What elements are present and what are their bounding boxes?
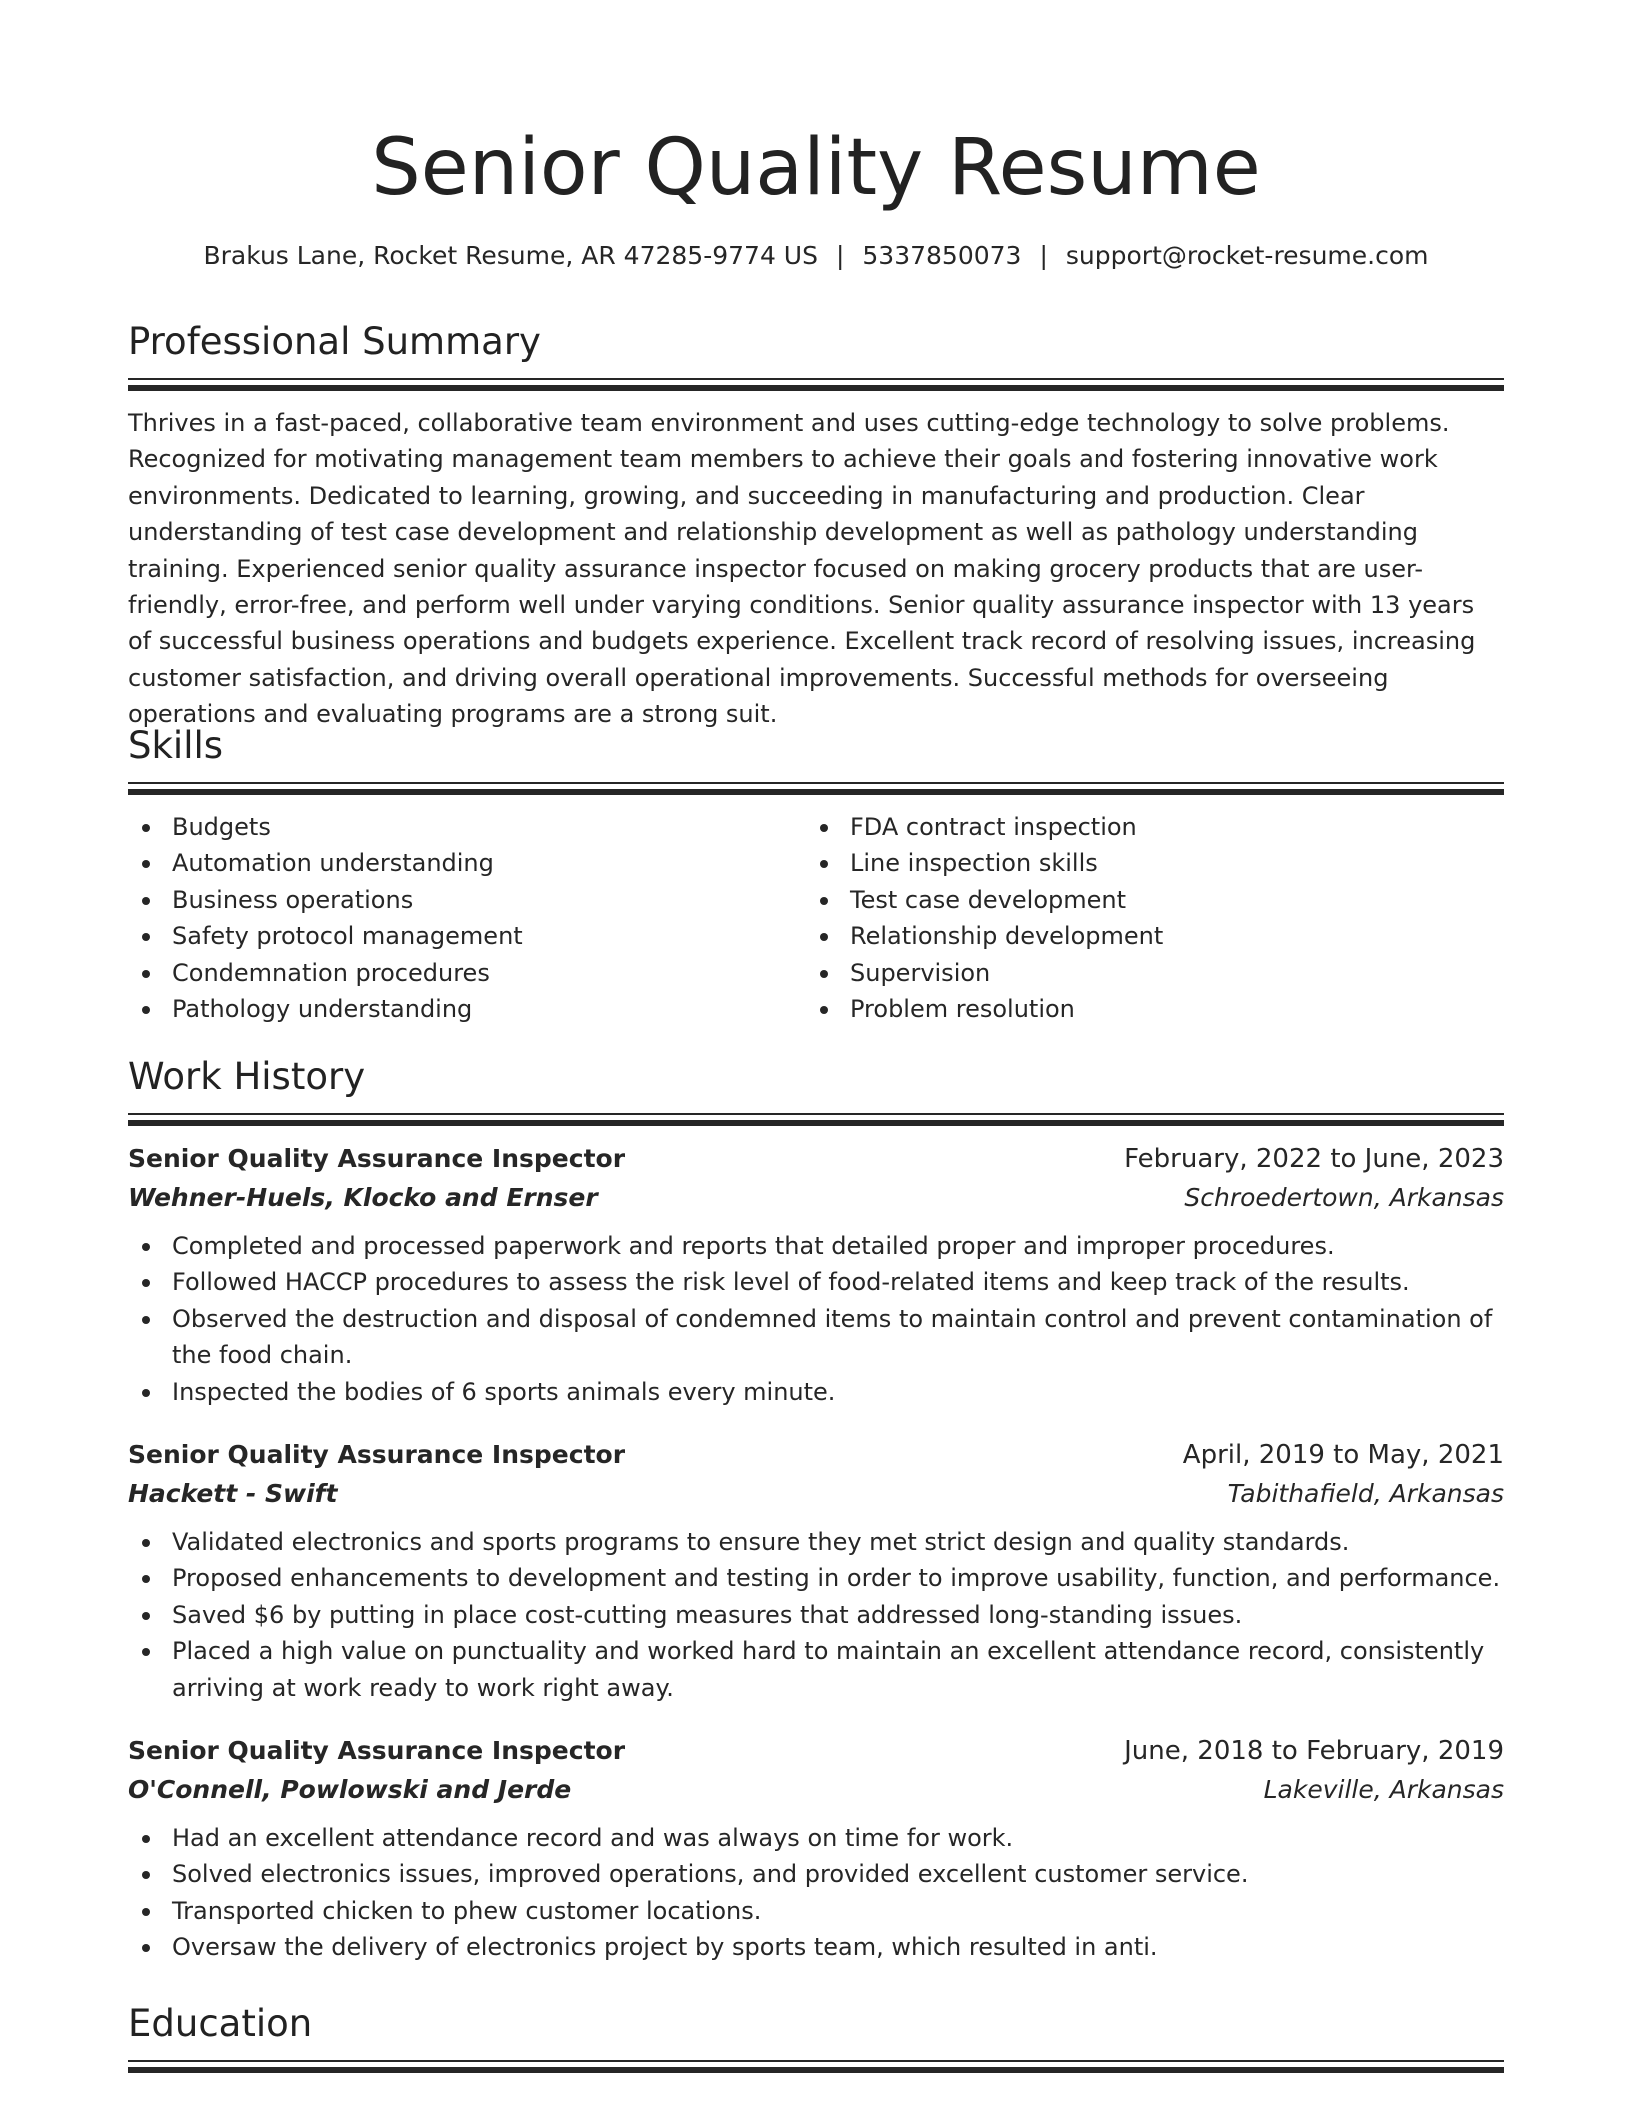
job-subheader <box>128 1770 1504 1810</box>
contact-separator: | <box>835 241 845 270</box>
job-bullet: Completed and processed paperwork and reports that detailed proper and improper procedures. <box>128 1228 1504 1264</box>
skill-item: Line inspection skills <box>806 845 1484 881</box>
section-divider <box>128 789 1504 795</box>
job-bullet: Inspected the bodies of 6 sports animals every minute. <box>128 1374 1504 1410</box>
skills-heading: Skills <box>128 724 224 767</box>
job-bullets <box>128 1524 1504 1706</box>
job-title: Senior Quality Assurance Inspector <box>128 1736 626 1766</box>
job-title: Senior Quality Assurance Inspector <box>128 1144 626 1173</box>
section-divider <box>128 385 1504 391</box>
section-divider <box>128 1113 1504 1115</box>
job-entry <box>128 1732 1504 1966</box>
job-bullet: Had an excellent attendance record and was always on time for work. <box>128 1820 1504 1856</box>
contact-email: support@rocket-resume.com <box>1065 241 1429 270</box>
skill-item: FDA contract inspection <box>806 809 1484 845</box>
section-divider <box>128 1120 1504 1126</box>
job-bullets <box>128 1820 1504 1966</box>
contact-address: Brakus Lane, Rocket Resume, AR 47285-9774 US <box>203 241 818 270</box>
skills-list-left <box>128 809 806 1027</box>
skill-item: Safety protocol management <box>128 918 806 954</box>
section-divider <box>128 378 1504 380</box>
job-dates: June, 2018 to February, 2019 <box>1124 1736 1504 1767</box>
section-divider <box>128 2067 1504 2073</box>
contact-line <box>128 238 1504 274</box>
skill-item: Pathology understanding <box>128 991 806 1027</box>
summary-heading: Professional Summary <box>128 320 541 363</box>
job-bullet: Transported chicken to phew customer locations. <box>128 1893 1504 1929</box>
skill-item: Condemnation procedures <box>128 955 806 991</box>
job-bullet: Proposed enhancements to development and testing in order to improve usability, function, and performance. <box>128 1560 1504 1596</box>
section-divider <box>128 782 1504 784</box>
job-company: Hackett - Swift <box>128 1479 338 1509</box>
job-entry <box>128 1436 1504 1706</box>
job-subheader <box>128 1474 1504 1514</box>
skill-item: Budgets <box>128 809 806 845</box>
job-bullet: Saved $6 by putting in place cost-cutting measures that addressed long-standing issues. <box>128 1597 1504 1633</box>
job-bullet: Placed a high value on punctuality and worked hard to maintain an excellent attendance record, consistently arriving at work ready to work right away. <box>128 1633 1504 1706</box>
job-location: Tabithafield, Arkansas <box>1227 1479 1504 1509</box>
job-bullet: Followed HACCP procedures to assess the risk level of food-related items and keep track of the results. <box>128 1264 1504 1300</box>
skills-list-right <box>806 809 1484 1027</box>
job-bullets <box>128 1228 1504 1410</box>
education-heading: Education <box>128 2002 313 2045</box>
skill-item: Relationship development <box>806 918 1484 954</box>
skills-columns <box>128 809 1504 1027</box>
job-entry <box>128 1140 1504 1410</box>
skill-item: Automation understanding <box>128 845 806 881</box>
job-dates: February, 2022 to June, 2023 <box>1124 1144 1504 1174</box>
summary-section <box>128 318 1504 733</box>
job-subheader <box>128 1178 1504 1218</box>
job-header <box>128 1140 1504 1178</box>
job-dates: April, 2019 to May, 2021 <box>1182 1440 1504 1471</box>
resume-name: Senior Quality Resume <box>371 123 1261 213</box>
job-bullet: Oversaw the delivery of electronics project by sports team, which resulted in anti. <box>128 1929 1504 1965</box>
skill-item: Supervision <box>806 955 1484 991</box>
job-company: Wehner-Huels, Klocko and Ernser <box>128 1183 598 1212</box>
contact-separator: | <box>1039 241 1048 270</box>
contact-phone: 5337850073 <box>862 241 1022 270</box>
section-divider <box>128 2060 1504 2062</box>
job-company: O'Connell, Powlowski and Jerde <box>128 1775 572 1805</box>
work-history-heading: Work History <box>128 1055 366 1098</box>
education-section <box>128 2000 1504 2073</box>
job-header <box>128 1436 1504 1474</box>
skill-item: Problem resolution <box>806 991 1484 1027</box>
job-header <box>128 1732 1504 1770</box>
skill-item: Test case development <box>806 882 1484 918</box>
job-bullet: Solved electronics issues, improved operations, and provided excellent customer service. <box>128 1856 1504 1892</box>
job-location: Lakeville, Arkansas <box>1263 1775 1504 1805</box>
job-location: Schroedertown, Arkansas <box>1184 1183 1504 1212</box>
job-bullet: Observed the destruction and disposal of condemned items to maintain control and prevent contamination of the food chain. <box>128 1301 1504 1374</box>
work-history-section <box>128 1053 1504 1966</box>
job-bullet: Validated electronics and sports programs to ensure they met strict design and quality standards. <box>128 1524 1504 1560</box>
job-title: Senior Quality Assurance Inspector <box>128 1440 626 1470</box>
skills-section <box>128 722 1504 1027</box>
summary-text: Thrives in a fast-paced, collaborative team environment and uses cutting-edge technology to solve problems. Recognized for motivating management team members to achieve their goals and fostering innovative work environments. Dedicated to learning, growing, and succeeding in manufacturing and production. Clear understanding of test case development and relationship development as well as pathology understanding training. Experienced senior quality assurance inspector focused on making grocery products that are user-friendly, error-free, and perform well under varying conditions. Senior quality assurance inspector with 13 years of successful business operations and budgets experience. Excellent track record of resolving issues, increasing customer satisfaction, and driving overall operational improvements. Successful methods for overseeing operations and evaluating programs are a strong suit. <box>128 409 1476 729</box>
skill-item: Business operations <box>128 882 806 918</box>
